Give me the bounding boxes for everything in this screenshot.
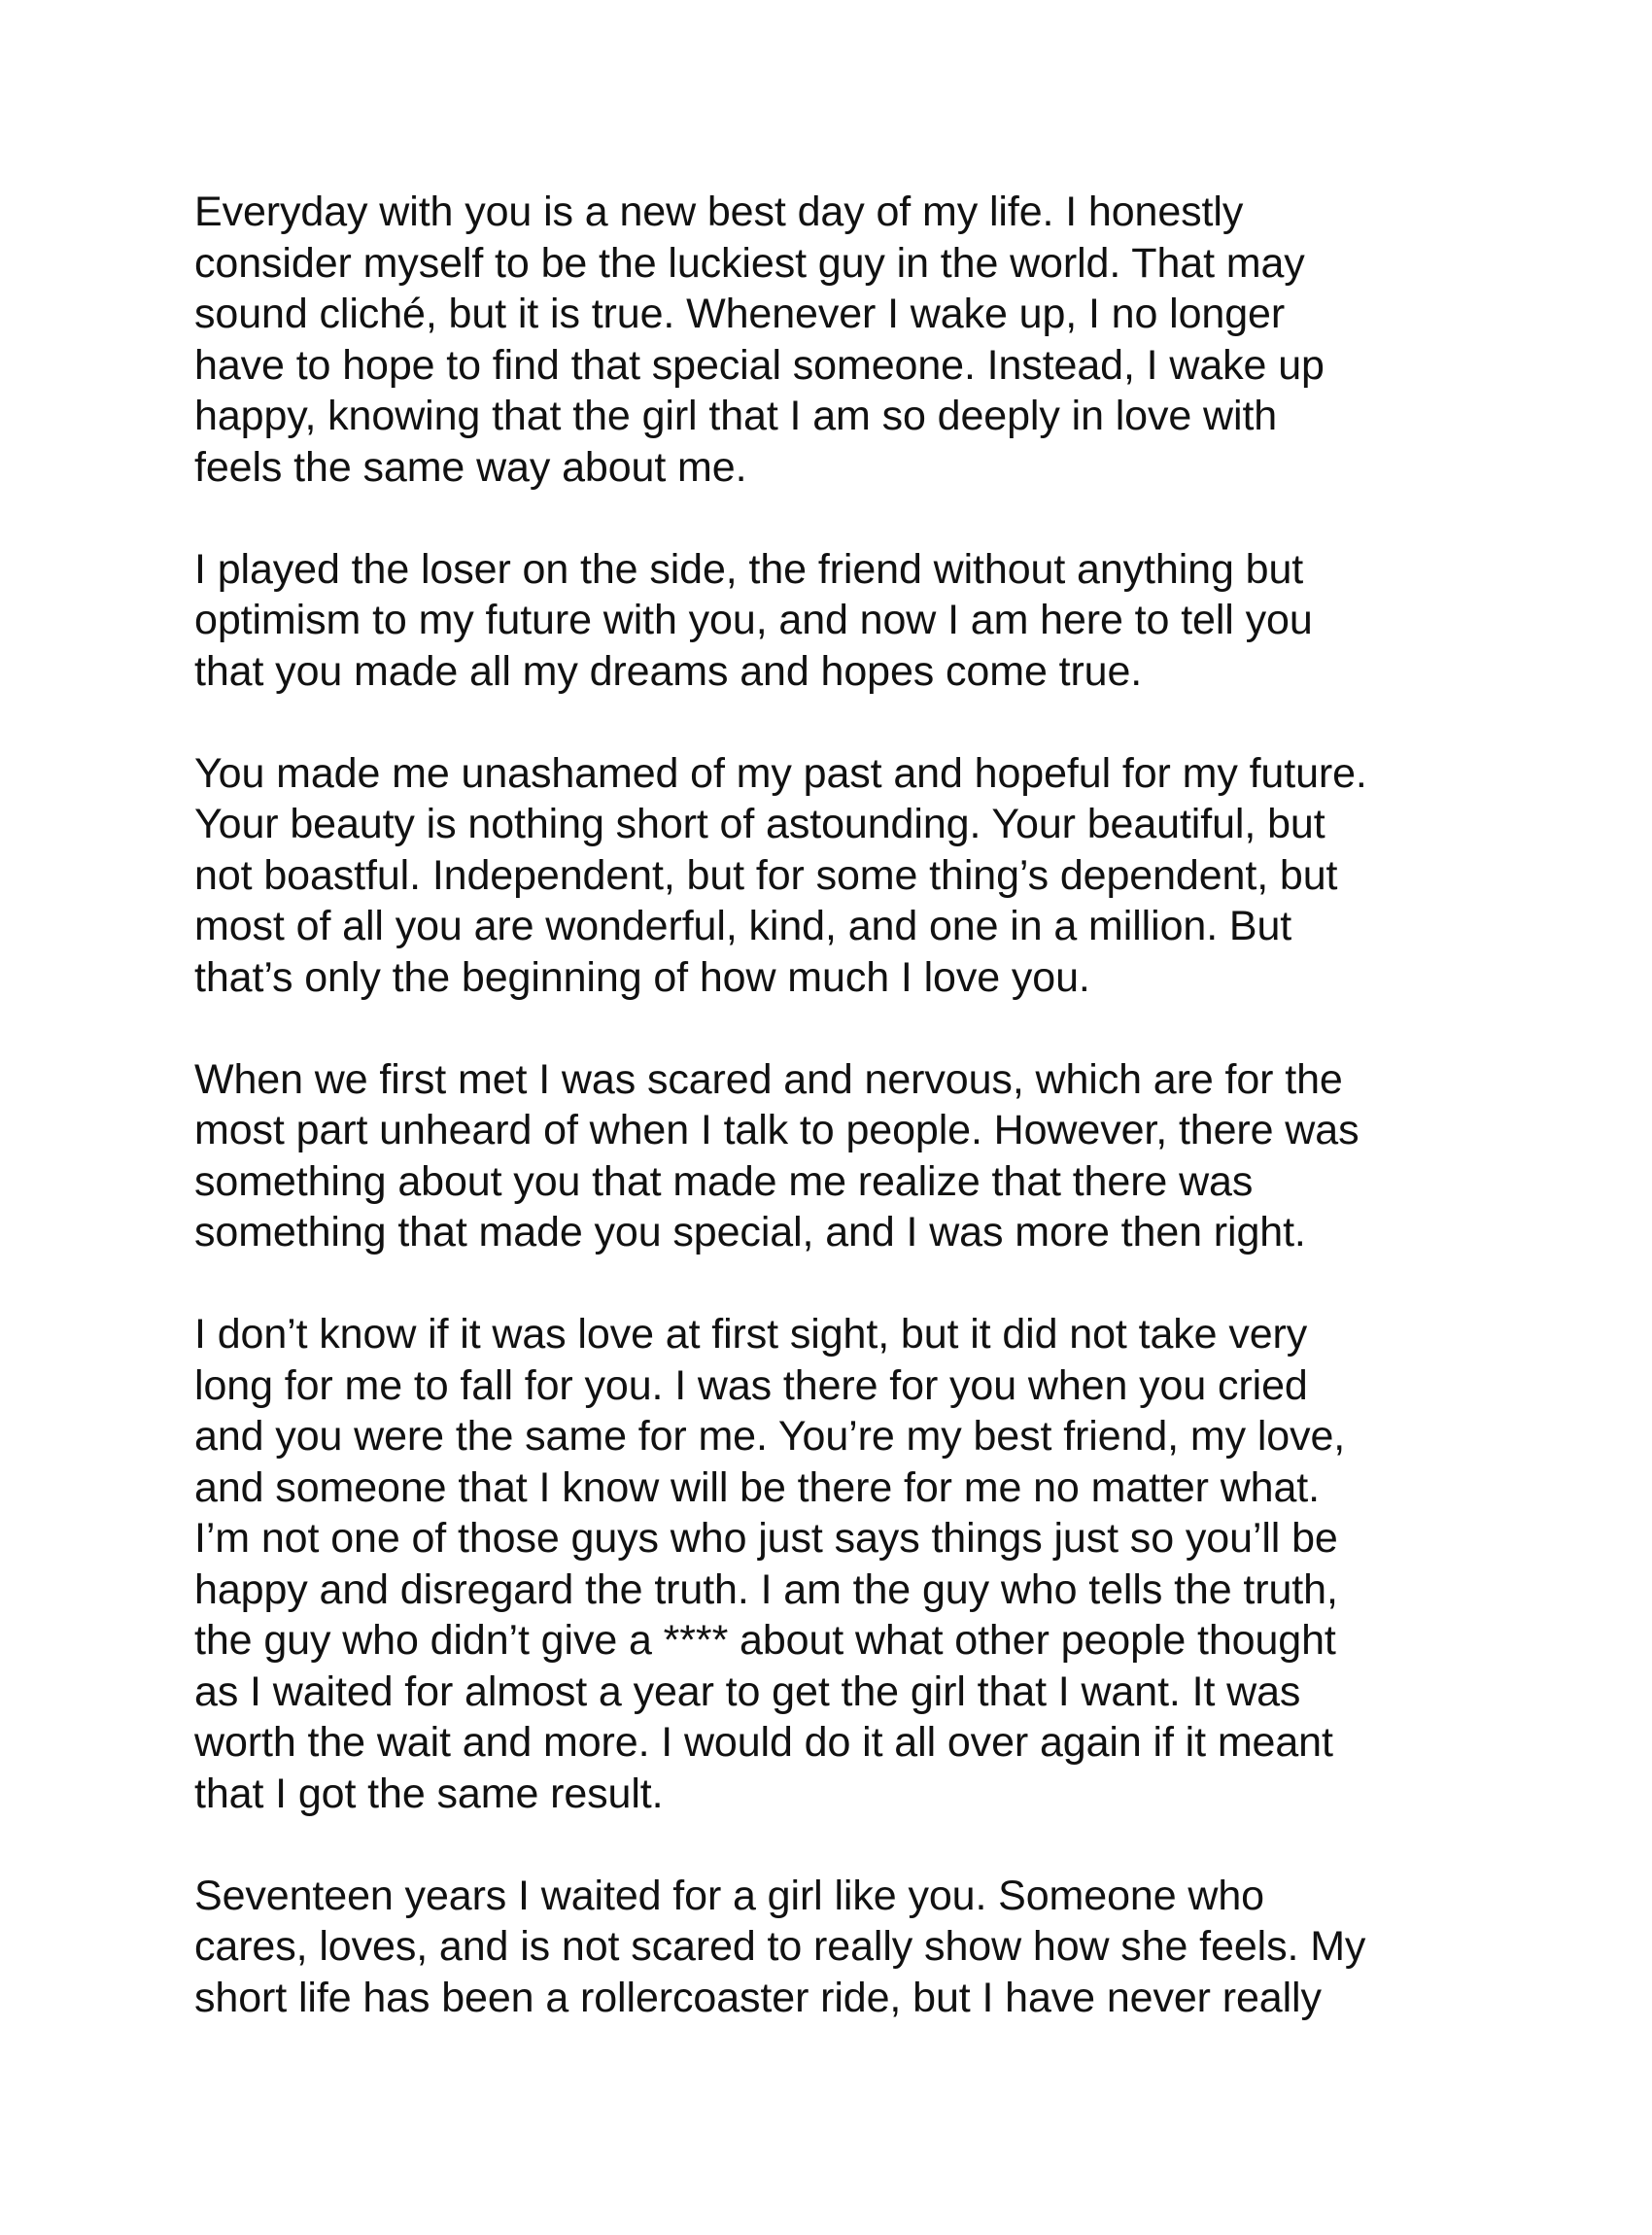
text-line: cares, loves, and is not scared to really show how she feels. My — [194, 1923, 1366, 1970]
text-line: that you made all my dreams and hopes come true. — [194, 647, 1143, 695]
text-line: that I got the same result. — [194, 1770, 664, 1817]
text-line: have to hope to find that special someone. Instead, I wake up — [194, 341, 1325, 389]
text-line: short life has been a rollercoaster ride, but I have never really — [194, 1974, 1322, 2021]
text-line: not boastful. Independent, but for some thing’s dependent, but — [194, 851, 1338, 899]
text-line: the guy who didn’t give a **** about what other people thought — [194, 1617, 1336, 1664]
paragraph-6 — [194, 1871, 1535, 2024]
text-line: I don’t know if it was love at first sight, but it did not take very — [194, 1311, 1308, 1358]
text-line: sound cliché, but it is true. Whenever I wake up, I no longer — [194, 291, 1286, 337]
text-line: something that made you special, and I was more then right. — [194, 1209, 1306, 1255]
text-line: Everyday with you is a new best day of my life. I honestly — [194, 189, 1244, 235]
text-line: I’m not one of those guys who just says things just so you’ll be — [194, 1515, 1338, 1562]
text-line: Seventeen years I waited for a girl like you. Someone who — [194, 1872, 1264, 1919]
text-line: and you were the same for me. You’re my best friend, my love, — [194, 1413, 1346, 1460]
text-line: most of all you are wonderful, kind, and one in a million. But — [194, 903, 1292, 949]
text-line: worth the wait and more. I would do it all over again if it meant — [194, 1719, 1333, 1766]
paragraph-3 — [194, 748, 1535, 1004]
text-line: I played the loser on the side, the friend without anything but — [194, 545, 1304, 593]
text-line: that’s only the beginning of how much I love you. — [194, 953, 1090, 1001]
text-line: something about you that made me realize that there was — [194, 1157, 1254, 1205]
paragraph-4 — [194, 1054, 1535, 1258]
text-line: happy, knowing that the girl that I am so deeply in love with — [194, 393, 1278, 439]
text-line: When we first met I was scared and nervous, which are for the — [194, 1055, 1343, 1103]
paragraph-1 — [194, 187, 1535, 493]
text-line: optimism to my future with you, and now I am here to tell you — [194, 597, 1313, 643]
text-line: as I waited for almost a year to get the girl that I want. It was — [194, 1668, 1301, 1715]
text-line: Your beauty is nothing short of astounding. Your beautiful, but — [194, 801, 1325, 847]
paragraph-2 — [194, 544, 1535, 698]
text-line: and someone that I know will be there for me no matter what. — [194, 1463, 1320, 1511]
text-line: long for me to fall for you. I was there for you when you cried — [194, 1361, 1308, 1409]
text-line: consider myself to be the luckiest guy in the world. That may — [194, 239, 1305, 287]
paragraph-5 — [194, 1309, 1535, 1819]
text-line: most part unheard of when I talk to people. However, there was — [194, 1107, 1359, 1153]
text-line: happy and disregard the truth. I am the guy who tells the truth, — [194, 1565, 1338, 1613]
text-line: feels the same way about me. — [194, 443, 747, 491]
letter-body — [194, 187, 1535, 2075]
text-line: You made me unashamed of my past and hopeful for my future. — [194, 749, 1367, 797]
